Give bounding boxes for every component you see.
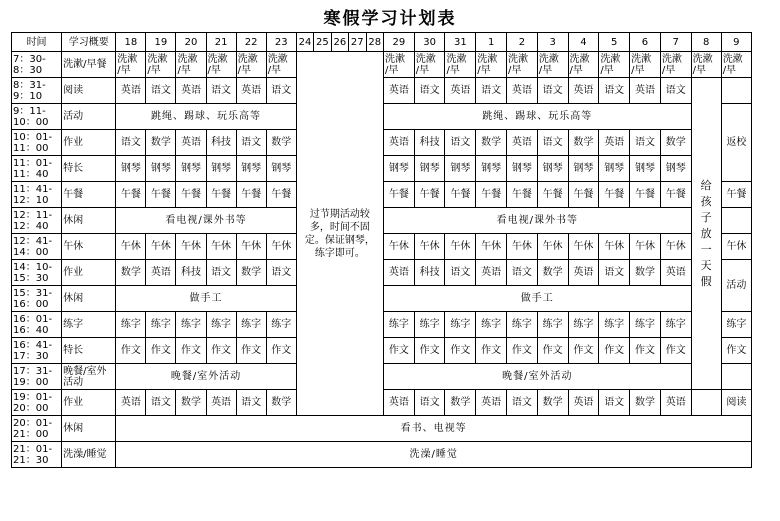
time-cell: 7：30- 8：30	[12, 52, 62, 78]
merged-activity-cell: 跳绳、踢球、玩乐高等	[116, 104, 296, 130]
subject-cell: 英语	[568, 390, 599, 416]
subject-cell: 作文	[414, 338, 445, 364]
summary-cell: 午餐	[62, 182, 116, 208]
time-cell: 9：11- 10：00	[12, 104, 62, 130]
merged-activity-cell: 晚餐/室外活动	[383, 364, 691, 390]
subject-cell: 作文	[116, 338, 146, 364]
day-header: 6	[630, 33, 661, 52]
subject-cell: 数学	[146, 130, 176, 156]
merged-activity-cell: 跳绳、踢球、玩乐高等	[383, 104, 691, 130]
summary-cell: 晚餐/室外 活动	[62, 364, 116, 390]
subject-cell: 午休	[599, 234, 630, 260]
subject-cell: 午餐	[537, 182, 568, 208]
day-header: 5	[599, 33, 630, 52]
subject-cell: 午餐	[206, 182, 236, 208]
holiday-note-cell: 过节期活动较多，时间不固定。保证钢琴，练字即可。	[296, 52, 383, 416]
subject-cell: 语文	[414, 78, 445, 104]
subject-cell: 午餐	[660, 182, 691, 208]
subject-cell: 语文	[116, 130, 146, 156]
subject-cell: 语文	[599, 78, 630, 104]
subject-cell: 练字	[599, 312, 630, 338]
time-cell: 17：31- 19：00	[12, 364, 62, 390]
subject-cell: 科技	[414, 260, 445, 286]
summary-cell: 作业	[62, 390, 116, 416]
day-header: 18	[116, 33, 146, 52]
subject-cell: 午餐	[630, 182, 661, 208]
subject-cell: 钢琴	[599, 156, 630, 182]
time-header: 时间	[12, 33, 62, 52]
subject-cell: 数学	[660, 130, 691, 156]
merged-activity-cell: 看电视/课外书等	[383, 208, 691, 234]
subject-cell: 数学	[537, 390, 568, 416]
subject-cell: 作文	[236, 338, 266, 364]
essay-cell: 作文	[721, 338, 751, 364]
subject-cell: 英语	[599, 130, 630, 156]
subject-cell: 午餐	[266, 182, 296, 208]
subject-cell: 作文	[630, 338, 661, 364]
subject-cell: 语文	[266, 78, 296, 104]
subject-cell: 作文	[599, 338, 630, 364]
merged-activity-cell: 洗澡/睡觉	[116, 442, 752, 468]
subject-cell: 练字	[414, 312, 445, 338]
nap-cell: 午休	[721, 234, 751, 260]
subject-cell: 数学	[445, 390, 476, 416]
subject-cell: 练字	[537, 312, 568, 338]
subject-cell: 作文	[568, 338, 599, 364]
wash-cell: 洗漱 /早	[476, 52, 507, 78]
wash-cell: 洗漱 /早	[568, 52, 599, 78]
subject-cell: 语文	[146, 78, 176, 104]
subject-cell: 英语	[383, 260, 414, 286]
subject-cell: 语文	[507, 390, 538, 416]
subject-cell: 语文	[236, 130, 266, 156]
subject-cell: 钢琴	[630, 156, 661, 182]
subject-cell: 钢琴	[176, 156, 206, 182]
subject-cell: 作文	[146, 338, 176, 364]
day-header: 27	[349, 33, 366, 52]
subject-cell: 午休	[630, 234, 661, 260]
subject-cell: 数学	[116, 260, 146, 286]
wash-cell: 洗漱 /早	[176, 52, 206, 78]
summary-cell: 洗澡/睡觉	[62, 442, 116, 468]
subject-cell: 英语	[507, 130, 538, 156]
subject-cell: 午餐	[176, 182, 206, 208]
subject-cell: 英语	[568, 260, 599, 286]
time-cell: 14：10- 15：30	[12, 260, 62, 286]
subject-cell: 语文	[146, 390, 176, 416]
wash-cell: 洗漱 /早	[445, 52, 476, 78]
subject-cell: 午餐	[599, 182, 630, 208]
day-header: 30	[414, 33, 445, 52]
subject-cell: 钢琴	[383, 156, 414, 182]
subject-cell: 语文	[599, 390, 630, 416]
subject-cell: 午休	[266, 234, 296, 260]
subject-cell: 钢琴	[660, 156, 691, 182]
subject-cell: 钢琴	[266, 156, 296, 182]
subject-cell: 语文	[476, 78, 507, 104]
subject-cell: 科技	[206, 130, 236, 156]
subject-cell: 钢琴	[236, 156, 266, 182]
subject-cell: 午餐	[383, 182, 414, 208]
subject-cell: 英语	[116, 390, 146, 416]
subject-cell: 午休	[116, 234, 146, 260]
day-header: 23	[266, 33, 296, 52]
study-plan-table	[11, 32, 752, 468]
return-school-cell: 返校	[721, 104, 751, 182]
subject-cell: 语文	[445, 130, 476, 156]
subject-cell: 午休	[383, 234, 414, 260]
time-cell: 16：41- 17：30	[12, 338, 62, 364]
subject-cell: 语文	[599, 260, 630, 286]
day-header: 25	[314, 33, 331, 52]
subject-cell: 作文	[266, 338, 296, 364]
subject-cell: 午休	[445, 234, 476, 260]
subject-cell: 数学	[236, 260, 266, 286]
subject-cell: 练字	[507, 312, 538, 338]
subject-cell: 作文	[476, 338, 507, 364]
subject-cell: 科技	[176, 260, 206, 286]
subject-cell: 语文	[660, 78, 691, 104]
subject-cell: 数学	[630, 390, 661, 416]
summary-cell: 休闲	[62, 208, 116, 234]
subject-cell: 练字	[383, 312, 414, 338]
subject-cell: 英语	[176, 78, 206, 104]
wash-cell: 洗漱 /早	[146, 52, 176, 78]
subject-cell: 午餐	[568, 182, 599, 208]
subject-cell: 语文	[537, 130, 568, 156]
subject-cell: 午餐	[414, 182, 445, 208]
subject-cell: 作文	[660, 338, 691, 364]
subject-cell: 作文	[206, 338, 236, 364]
subject-cell: 英语	[568, 78, 599, 104]
subject-cell: 练字	[476, 312, 507, 338]
calligraphy-cell: 练字	[721, 312, 751, 338]
subject-cell: 英语	[236, 78, 266, 104]
empty-cell	[691, 390, 721, 416]
subject-cell: 数学	[476, 130, 507, 156]
wash-cell: 洗漱 /早	[599, 52, 630, 78]
subject-cell: 英语	[176, 130, 206, 156]
subject-cell: 英语	[383, 390, 414, 416]
subject-cell: 数学	[266, 390, 296, 416]
day-header: 4	[568, 33, 599, 52]
subject-cell: 英语	[476, 390, 507, 416]
subject-cell: 钢琴	[146, 156, 176, 182]
day-header: 31	[445, 33, 476, 52]
merged-activity-cell: 看书、电视等	[116, 416, 752, 442]
subject-cell: 午餐	[445, 182, 476, 208]
day-header: 19	[146, 33, 176, 52]
header-row	[12, 33, 752, 52]
subject-cell: 数学	[630, 260, 661, 286]
wash-cell: 洗漱 /早	[630, 52, 661, 78]
subject-cell: 语文	[206, 260, 236, 286]
subject-cell: 语文	[236, 390, 266, 416]
subject-cell: 数学	[266, 130, 296, 156]
subject-cell: 作文	[383, 338, 414, 364]
summary-cell: 练字	[62, 312, 116, 338]
empty-cell	[721, 208, 751, 234]
summary-cell: 作业	[62, 260, 116, 286]
subject-cell: 英语	[507, 78, 538, 104]
wash-cell: 洗漱 /早	[660, 52, 691, 78]
subject-cell: 钢琴	[537, 156, 568, 182]
subject-cell: 钢琴	[445, 156, 476, 182]
day-header: 7	[660, 33, 691, 52]
subject-cell: 英语	[630, 78, 661, 104]
time-cell: 12：41- 14：00	[12, 234, 62, 260]
subject-cell: 语文	[445, 260, 476, 286]
subject-cell: 英语	[206, 390, 236, 416]
subject-cell: 午休	[476, 234, 507, 260]
day-header: 3	[537, 33, 568, 52]
subject-cell: 作文	[507, 338, 538, 364]
wash-cell: 洗漱 /早	[507, 52, 538, 78]
merged-activity-cell: 晚餐/室外活动	[116, 364, 296, 390]
empty-cell	[721, 364, 751, 390]
summary-cell: 特长	[62, 338, 116, 364]
subject-cell: 科技	[414, 130, 445, 156]
time-cell: 12：11- 12：40	[12, 208, 62, 234]
subject-cell: 练字	[146, 312, 176, 338]
merged-activity-cell: 做手工	[116, 286, 296, 312]
subject-cell: 英语	[445, 78, 476, 104]
wash-cell: 洗漱 /早	[537, 52, 568, 78]
summary-cell: 休闲	[62, 416, 116, 442]
subject-cell: 练字	[116, 312, 146, 338]
subject-cell: 英语	[383, 130, 414, 156]
subject-cell: 午休	[236, 234, 266, 260]
wash-cell: 洗漱 /早	[266, 52, 296, 78]
subject-cell: 午餐	[507, 182, 538, 208]
subject-cell: 练字	[236, 312, 266, 338]
subject-cell: 练字	[568, 312, 599, 338]
subject-cell: 语文	[414, 390, 445, 416]
subject-cell: 练字	[660, 312, 691, 338]
time-cell: 10：01- 11：00	[12, 130, 62, 156]
wash-cell: 洗漱 /早	[383, 52, 414, 78]
subject-cell: 午休	[660, 234, 691, 260]
time-cell: 11：01- 11：40	[12, 156, 62, 182]
subject-cell: 午餐	[146, 182, 176, 208]
time-cell: 20：01- 21：00	[12, 416, 62, 442]
day-header: 22	[236, 33, 266, 52]
subject-cell: 午休	[146, 234, 176, 260]
day-header: 2	[507, 33, 538, 52]
summary-cell: 作业	[62, 130, 116, 156]
subject-cell: 英语	[116, 78, 146, 104]
day-header: 26	[331, 33, 348, 52]
subject-cell: 午休	[537, 234, 568, 260]
time-cell: 21：01- 21：30	[12, 442, 62, 468]
empty-cell	[721, 78, 751, 104]
subject-cell: 钢琴	[568, 156, 599, 182]
activity-cell: 活动	[721, 260, 751, 312]
subject-cell: 语文	[206, 78, 236, 104]
summary-cell: 活动	[62, 104, 116, 130]
wash-cell: 洗漱 /早	[691, 52, 721, 78]
subject-cell: 英语	[146, 260, 176, 286]
subject-cell: 午餐	[116, 182, 146, 208]
summary-cell: 午休	[62, 234, 116, 260]
subject-cell: 数学	[176, 390, 206, 416]
summary-cell: 阅读	[62, 78, 116, 104]
subject-cell: 钢琴	[476, 156, 507, 182]
wash-cell: 洗漱 /早	[116, 52, 146, 78]
wash-cell: 洗漱 /早	[414, 52, 445, 78]
day-header: 8	[691, 33, 721, 52]
summary-cell: 洗漱/早餐	[62, 52, 116, 78]
wash-cell: 洗漱 /早	[236, 52, 266, 78]
subject-cell: 午餐	[236, 182, 266, 208]
subject-cell: 练字	[445, 312, 476, 338]
time-cell: 19：01- 20：00	[12, 390, 62, 416]
time-cell: 16：01- 16：40	[12, 312, 62, 338]
reading-cell: 阅读	[721, 390, 751, 416]
subject-cell: 午餐	[476, 182, 507, 208]
subject-cell: 数学	[568, 130, 599, 156]
day-header: 20	[176, 33, 206, 52]
time-cell: 8：31- 9：10	[12, 78, 62, 104]
day-header: 1	[476, 33, 507, 52]
subject-cell: 午休	[507, 234, 538, 260]
subject-cell: 作文	[445, 338, 476, 364]
subject-cell: 语文	[507, 260, 538, 286]
lunch-cell: 午餐	[721, 182, 751, 208]
day-header: 29	[383, 33, 414, 52]
subject-cell: 钢琴	[206, 156, 236, 182]
day-header: 24	[296, 33, 313, 52]
day-header: 9	[721, 33, 751, 52]
subject-cell: 练字	[630, 312, 661, 338]
day-off-cell: 给 孩 子 放 一 天 假	[691, 78, 721, 390]
subject-cell: 午休	[206, 234, 236, 260]
subject-cell: 语文	[537, 78, 568, 104]
day-header: 28	[366, 33, 383, 52]
subject-cell: 午休	[414, 234, 445, 260]
summary-header: 学习概要	[62, 33, 116, 52]
wash-cell: 洗漱 /早	[721, 52, 751, 78]
subject-cell: 午休	[176, 234, 206, 260]
time-cell: 11：41- 12：10	[12, 182, 62, 208]
subject-cell: 钢琴	[414, 156, 445, 182]
merged-activity-cell: 做手工	[383, 286, 691, 312]
subject-cell: 英语	[383, 78, 414, 104]
subject-cell: 练字	[266, 312, 296, 338]
subject-cell: 午休	[568, 234, 599, 260]
subject-cell: 作文	[176, 338, 206, 364]
subject-cell: 英语	[660, 390, 691, 416]
subject-cell: 练字	[176, 312, 206, 338]
summary-cell: 特长	[62, 156, 116, 182]
subject-cell: 钢琴	[116, 156, 146, 182]
summary-cell: 休闲	[62, 286, 116, 312]
subject-cell: 钢琴	[507, 156, 538, 182]
schedule-row	[12, 442, 752, 468]
subject-cell: 语文	[630, 130, 661, 156]
merged-activity-cell: 看电视/课外书等	[116, 208, 296, 234]
wash-cell: 洗漱 /早	[206, 52, 236, 78]
day-header: 21	[206, 33, 236, 52]
subject-cell: 数学	[537, 260, 568, 286]
schedule-row	[12, 416, 752, 442]
page-title: 寒假学习计划表	[323, 9, 457, 29]
subject-cell: 英语	[660, 260, 691, 286]
subject-cell: 练字	[206, 312, 236, 338]
schedule-row	[12, 52, 752, 78]
time-cell: 15：31- 16：00	[12, 286, 62, 312]
subject-cell: 英语	[476, 260, 507, 286]
subject-cell: 作文	[537, 338, 568, 364]
subject-cell: 语文	[266, 260, 296, 286]
